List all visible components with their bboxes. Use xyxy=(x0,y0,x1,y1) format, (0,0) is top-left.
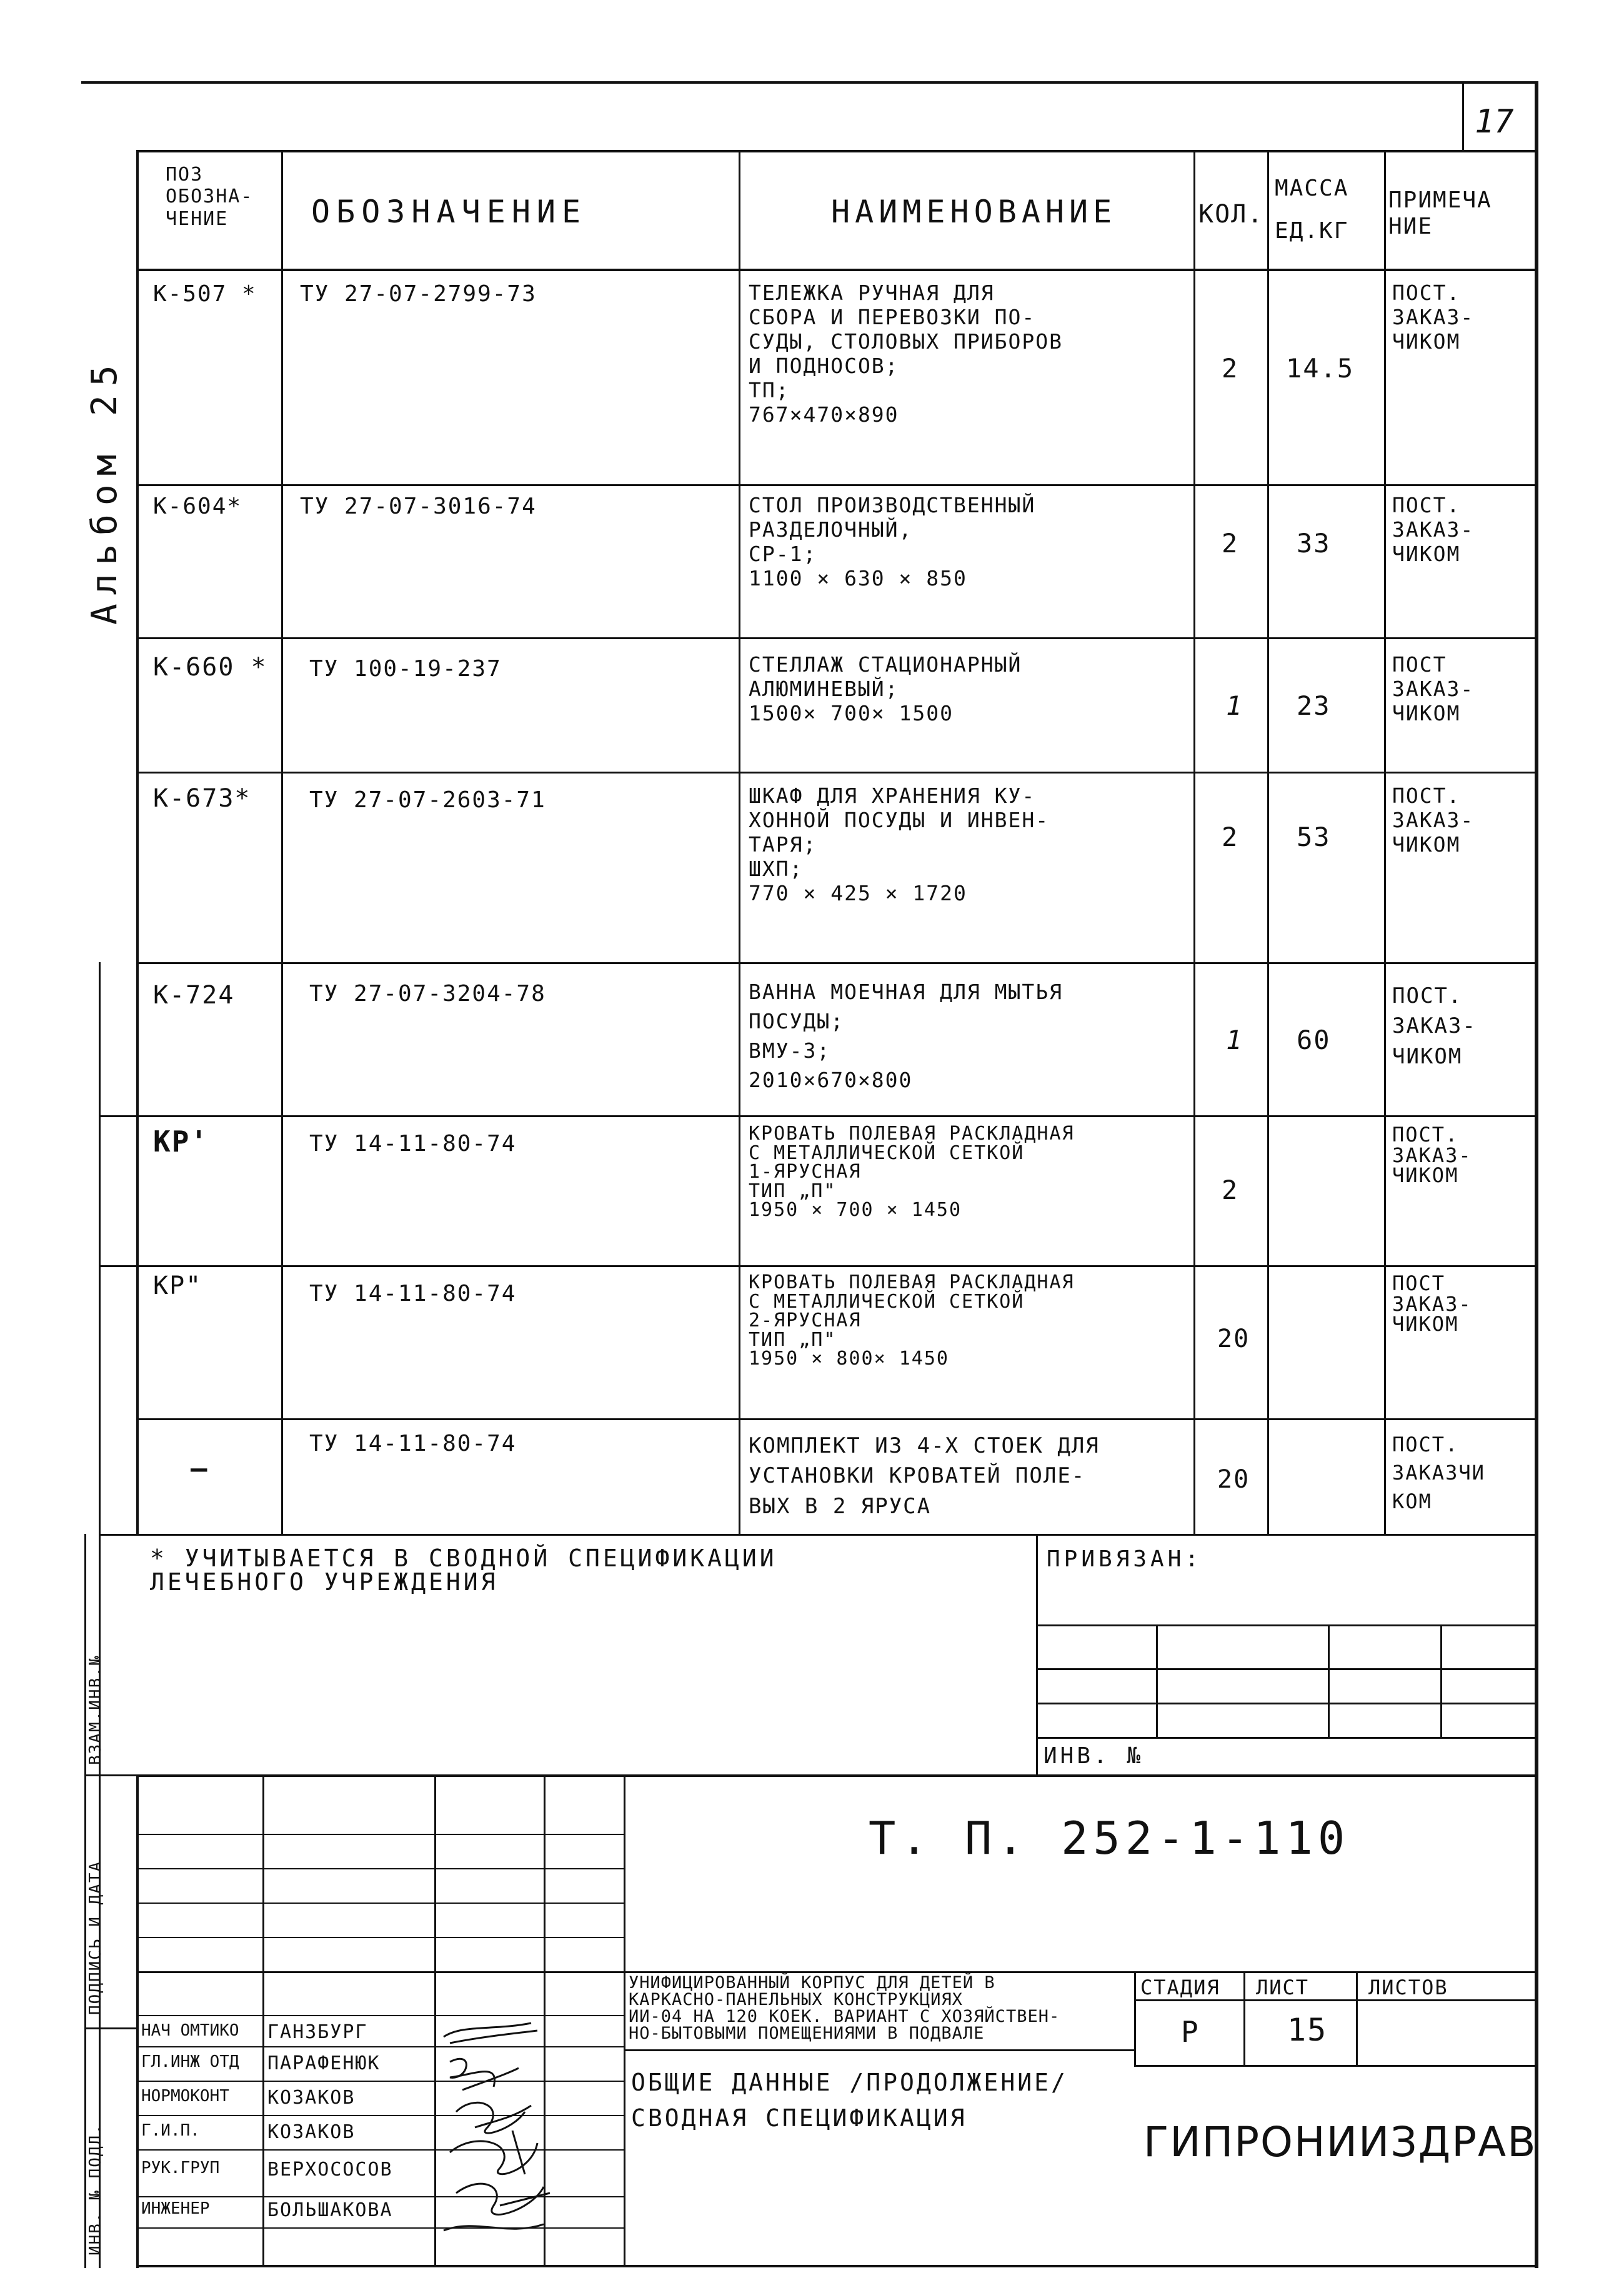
row-line-6 xyxy=(136,1265,1536,1267)
col-line-3 xyxy=(1193,150,1195,1534)
row8-note: ПОСТ. ЗАКАЗЧИ КОМ xyxy=(1392,1433,1485,1513)
privyazan-v1 xyxy=(1156,1624,1158,1737)
sheet-title: ОБЩИЕ ДАННЫЕ /ПРОДОЛЖЕНИЕ/ СВОДНАЯ СПЕЦИФИКАЦИЯ xyxy=(631,2069,1068,2132)
table-bottom xyxy=(136,1534,1536,1536)
row4-mass: 53 xyxy=(1297,822,1331,852)
project-code: Т. П. 252-1-110 xyxy=(869,1812,1350,1864)
titleblock-top xyxy=(136,1774,1536,1777)
row1-designation: ТУ 27-07-2799-73 xyxy=(300,281,537,307)
row5-designation: ТУ 27-07-3204-78 xyxy=(309,981,546,1007)
signer-3-role: НОРМОКОНТ xyxy=(141,2087,229,2106)
row2-pos: К-604* xyxy=(153,494,242,519)
tb-h6 xyxy=(136,2015,624,2016)
organization-name: ГИПРОНИИЗДРАВ xyxy=(1143,2118,1537,2166)
row6-designation: ТУ 14-11-80-74 xyxy=(309,1131,517,1156)
header-qty: КОЛ. xyxy=(1198,200,1264,229)
frame-top-line xyxy=(81,81,1537,84)
privyazan-h1 xyxy=(1036,1624,1536,1626)
stamp-strip-h2 xyxy=(84,2027,136,2029)
row6-qty: 2 xyxy=(1222,1175,1239,1205)
row4-note: ПОСТ. ЗАКАЗ- ЧИКОМ xyxy=(1392,783,1475,857)
row3-name: СТЕЛЛАЖ СТАЦИОНАРНЫЙ АЛЮМИНЕВЫЙ; 1500× 700× 1500 xyxy=(749,652,1022,725)
row2-note: ПОСТ. ЗАКАЗ- ЧИКОМ xyxy=(1392,493,1475,566)
row6-name: КРОВАТЬ ПОЛЕВАЯ РАСКЛАДНАЯ С МЕТАЛЛИЧЕСКОЙ СЕТКОЙ 1-ЯРУСНАЯ ТИП „П" 1950 × 700 × 1450 xyxy=(749,1123,1075,1221)
row7-designation: ТУ 14-11-80-74 xyxy=(309,1281,517,1306)
tb-stage-bottom xyxy=(1134,2065,1536,2067)
row2-qty: 2 xyxy=(1222,528,1239,559)
stamp-strip-h1 xyxy=(84,1774,136,1776)
row3-mass: 23 xyxy=(1297,690,1331,721)
stamp-strip-h5 xyxy=(99,1534,136,1536)
row1-name: ТЕЛЕЖКА РУЧНАЯ ДЛЯ СБОРА И ПЕРЕВОЗКИ ПО- СУДЫ, СТОЛОВЫХ ПРИБОРОВ И ПОДНОСОВ; ТП; 767×470×890 xyxy=(749,281,1063,427)
row5-name: ВАННА МОЕЧНАЯ ДЛЯ МЫТЬЯ ПОСУДЫ; ВМУ-3; 2010×670×800 xyxy=(749,980,1063,1092)
table-header-bottom xyxy=(136,269,1536,271)
row1-qty: 2 xyxy=(1222,353,1239,384)
sheet-corner-number: 17 xyxy=(1475,103,1514,141)
row-line-7 xyxy=(136,1418,1536,1420)
row3-qty: 1 xyxy=(1226,690,1243,721)
header-designation: ОБОЗНАЧЕНИЕ xyxy=(311,194,587,230)
stage-value: Р xyxy=(1181,2015,1200,2049)
tb-stage-right xyxy=(1243,1971,1245,2065)
stamp-strip-h3 xyxy=(99,1115,136,1117)
row3-designation: ТУ 100-19-237 xyxy=(309,656,502,682)
row5-mass: 60 xyxy=(1297,1025,1331,1055)
row3-pos: К-660 * xyxy=(153,653,267,682)
stamp-strip-h4 xyxy=(99,1265,136,1267)
header-note: ПРИМЕЧА НИЕ xyxy=(1388,187,1492,240)
row2-designation: ТУ 27-07-3016-74 xyxy=(300,494,537,519)
signature-scribbles xyxy=(437,2018,562,2243)
row1-note: ПОСТ. ЗАКАЗ- ЧИКОМ xyxy=(1392,281,1475,354)
table-header-top xyxy=(136,150,1536,152)
header-mass: МАССА ЕД.КГ xyxy=(1275,176,1349,244)
row8-qty: 20 xyxy=(1217,1465,1250,1494)
col-line-1 xyxy=(281,150,283,1534)
inv-no-label: ИНВ. № xyxy=(1044,1743,1144,1769)
row4-qty: 2 xyxy=(1222,822,1239,852)
row4-designation: ТУ 27-07-2603-71 xyxy=(309,787,546,813)
tb-h2 xyxy=(136,1868,624,1869)
privyazan-v2 xyxy=(1328,1624,1330,1737)
row1-pos: К-507 * xyxy=(153,281,257,307)
frame-right-border xyxy=(1535,81,1538,2268)
sheets-label: ЛИСТОВ xyxy=(1368,1976,1448,1999)
tb-desc-bottom xyxy=(624,2049,1136,2051)
row7-name: КРОВАТЬ ПОЛЕВАЯ РАСКЛАДНАЯ С МЕТАЛЛИЧЕСКОЙ СЕТКОЙ 2-ЯРУСНАЯ ТИП „П" 1950 × 800× 1450 xyxy=(749,1271,1075,1370)
signer-4-role: Г.И.П. xyxy=(141,2121,200,2140)
row5-qty: 1 xyxy=(1226,1025,1243,1055)
header-pos: ПОЗ ОБОЗНА- ЧЕНИЕ xyxy=(166,164,254,230)
sheet-label: ЛИСТ xyxy=(1256,1976,1310,1999)
tb-h1 xyxy=(136,1834,624,1835)
row4-pos: К-673* xyxy=(153,784,251,813)
signer-5-role: РУК.ГРУП xyxy=(141,2159,220,2177)
row8-name: КОМПЛЕКТ ИЗ 4-Х СТОЕК ДЛЯ УСТАНОВКИ КРОВАТЕЙ ПОЛЕ- ВЫХ В 2 ЯРУСА xyxy=(749,1433,1100,1519)
signer-1-name: ГАНЗБУРГ xyxy=(267,2021,368,2043)
row4-name: ШКАФ ДЛЯ ХРАНЕНИЯ КУ- ХОННОЙ ПОСУДЫ И ИНВЕН- ТАРЯ; ШХП; 770 × 425 × 1720 xyxy=(749,783,1050,905)
row-line-4 xyxy=(136,962,1536,964)
tb-h4 xyxy=(136,1937,624,1938)
col-line-2 xyxy=(739,150,740,1534)
row3-note: ПОСТ ЗАКАЗ- ЧИКОМ xyxy=(1392,652,1475,725)
row8-pos: — xyxy=(191,1453,209,1485)
row7-pos: КР" xyxy=(153,1271,202,1300)
sheet-value: 15 xyxy=(1287,2012,1328,2048)
row5-note: ПОСТ. ЗАКАЗ- ЧИКОМ xyxy=(1392,983,1477,1069)
row8-designation: ТУ 14-11-80-74 xyxy=(309,1431,517,1456)
row6-note: ПОСТ. ЗАКАЗ- ЧИКОМ xyxy=(1392,1123,1472,1188)
col-line-5 xyxy=(1384,150,1386,1534)
row6-pos: КР' xyxy=(153,1125,209,1158)
row7-note: ПОСТ ЗАКАЗ- ЧИКОМ xyxy=(1392,1271,1472,1336)
signer-3-name: КОЗАКОВ xyxy=(267,2087,356,2109)
privyazan-h2 xyxy=(1036,1668,1536,1670)
corner-box-left xyxy=(1462,81,1464,150)
privyazan-h4 xyxy=(1036,1737,1536,1739)
tb-v2 xyxy=(434,1774,436,2265)
col-line-4 xyxy=(1267,150,1269,1534)
stamp-vzam-inv: ВЗАМ.ИНВ.№ xyxy=(86,1654,105,1765)
table-left-border xyxy=(136,150,139,1534)
footnote: * УЧИТЫВАЕТСЯ В СВОДНОЙ СПЕЦИФИКАЦИИ ЛЕЧЕБНОГО УЧРЕЖДЕНИЯ xyxy=(150,1544,777,1596)
tb-stage-left xyxy=(1134,1971,1136,2065)
stamp-podpis-data: ПОДПИСЬ И ДАТА xyxy=(86,1860,105,2015)
stage-label: СТАДИЯ xyxy=(1140,1976,1220,1999)
row2-mass: 33 xyxy=(1297,528,1331,559)
titleblock-bottom xyxy=(136,2265,1536,2267)
signer-2-name: ПАРАФЕНЮК xyxy=(267,2052,381,2074)
privyazan-v3 xyxy=(1440,1624,1442,1737)
project-description: УНИФИЦИРОВАННЫЙ КОРПУС ДЛЯ ДЕТЕЙ В КАРКАСНО-ПАНЕЛЬНЫХ КОНСТРУКЦИЯХ ИИ-04 НА 120 КОЕК. ВАРИАНТ С ХОЗЯЙСТВЕН- НО-БЫТОВЫМИ ПОМЕЩЕНИЯМИ В ПОДВАЛЕ xyxy=(629,1973,1060,2043)
signer-2-role: ГЛ.ИНЖ ОТД xyxy=(141,2052,239,2071)
tb-sheet-right xyxy=(1356,1971,1358,2065)
tb-v4 xyxy=(624,1774,625,2265)
privyazan-label: ПРИВЯЗАН: xyxy=(1047,1546,1203,1572)
tb-v1 xyxy=(262,1774,264,2265)
row-line-5 xyxy=(136,1115,1536,1117)
tb-h3 xyxy=(136,1903,624,1904)
privyazan-h3 xyxy=(1036,1703,1536,1704)
stamp-inv-podl: ИНВ. № ПОДЛ. xyxy=(86,2123,105,2256)
stamp-strip-right xyxy=(99,962,101,2268)
row-line-2 xyxy=(136,637,1536,639)
header-name: НАИМЕНОВАНИЕ xyxy=(831,194,1117,230)
row7-qty: 20 xyxy=(1217,1325,1250,1353)
row-line-1 xyxy=(136,484,1536,486)
row-line-3 xyxy=(136,772,1536,773)
signer-6-name: БОЛЬШАКОВА xyxy=(267,2199,393,2221)
signer-1-role: НАЧ ОМТИКО xyxy=(141,2021,239,2040)
row1-mass: 14.5 xyxy=(1286,353,1355,384)
signer-4-name: КОЗАКОВ xyxy=(267,2121,356,2143)
titleblock-left xyxy=(136,1774,139,2268)
row2-name: СТОЛ ПРОИЗВОДСТВЕННЫЙ РАЗДЕЛОЧНЫЙ, СР-1; 1100 × 630 × 850 xyxy=(749,493,1036,590)
signer-6-role: ИНЖЕНЕР xyxy=(141,2199,210,2218)
row5-pos: К-724 xyxy=(153,981,235,1010)
signer-5-name: ВЕРХОСОСОВ xyxy=(267,2159,393,2181)
album-label: Альбом 25 xyxy=(84,356,125,625)
